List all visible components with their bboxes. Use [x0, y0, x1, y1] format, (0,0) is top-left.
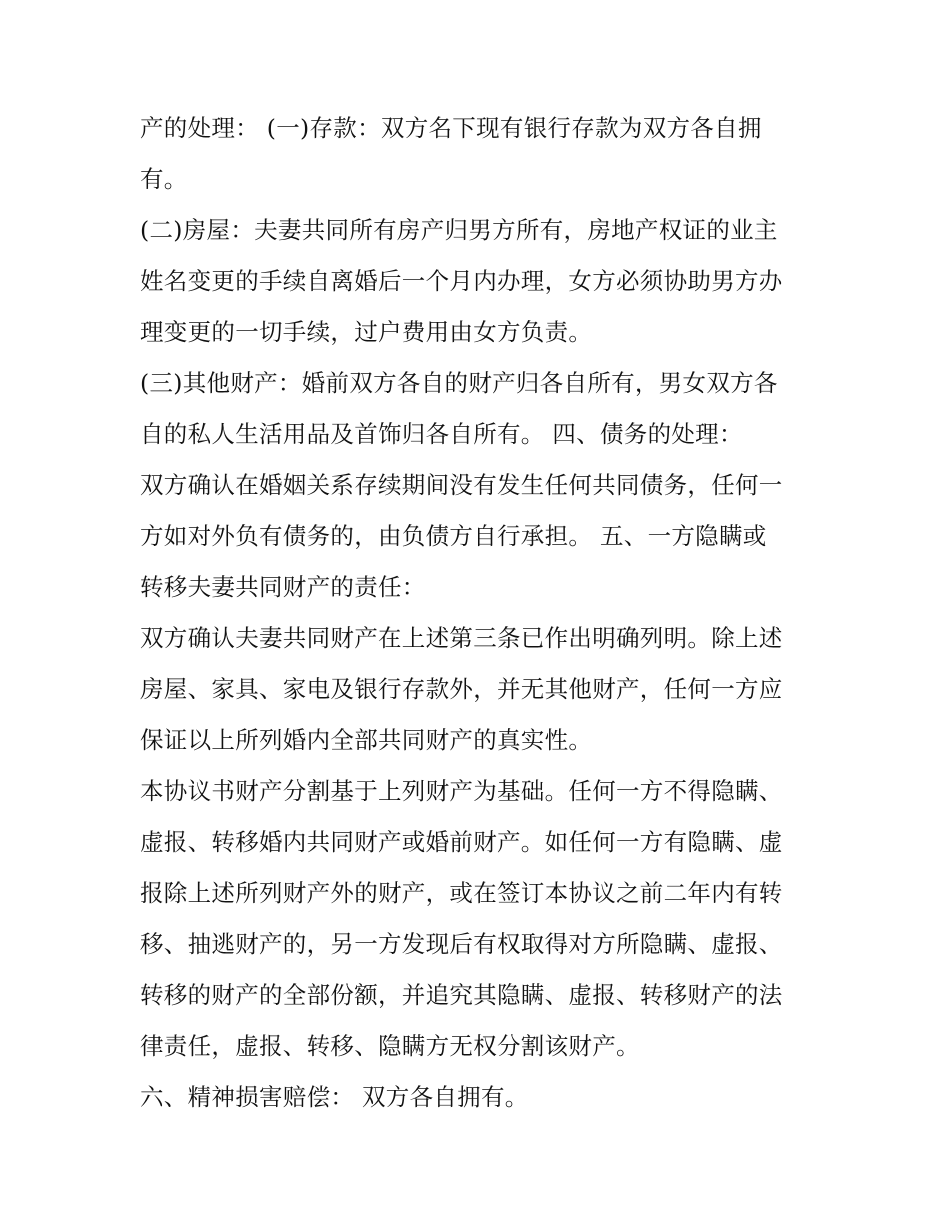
text-line: 双方确认夫妻共同财产在上述第三条已作出明确列明。除上述	[140, 624, 783, 652]
text-line: (三)其他财产：婚前双方各自的财产归各自所有，男女双方各	[140, 369, 778, 397]
text-line: 方如对外负有债务的，由负债方自行承担。 五、一方隐瞒或	[140, 522, 767, 550]
text-line: 理变更的一切手续，过户费用由女方负责。	[140, 318, 593, 346]
text-line: (二)房屋：夫妻共同所有房产归男方所有，房地产权证的业主	[140, 216, 778, 244]
text-line: 双方确认在婚姻关系存续期间没有发生任何共同债务，任何一	[140, 471, 783, 499]
text-line: 自的私人生活用品及首饰归各自所有。 四、债务的处理：	[140, 420, 743, 448]
text-line: 本协议书财产分割基于上列财产为基础。任何一方不得隐瞒、	[140, 777, 783, 805]
text-line: 产的处理： (一)存款：双方名下现有银行存款为双方各自拥	[140, 114, 762, 142]
text-line: 报除上述所列财产外的财产，或在签订本协议之前二年内有转	[140, 879, 783, 907]
text-line: 房屋、家具、家电及银行存款外，并无其他财产，任何一方应	[140, 675, 783, 703]
text-line: 转移的财产的全部份额，并追究其隐瞒、虚报、转移财产的法	[140, 981, 783, 1009]
text-line: 律责任，虚报、转移、隐瞒方无权分割该财产。	[140, 1032, 640, 1060]
text-line: 姓名变更的手续自离婚后一个月内办理，女方必须协助男方办	[140, 267, 783, 295]
document-body	[140, 103, 820, 1123]
text-line: 转移夫妻共同财产的责任：	[140, 573, 426, 601]
text-line: 保证以上所列婚内全部共同财产的真实性。	[140, 726, 593, 754]
text-line: 六、精神损害赔偿： 双方各自拥有。	[140, 1083, 529, 1111]
text-line: 移、抽逃财产的，另一方发现后有权取得对方所隐瞒、虚报、	[140, 930, 783, 958]
text-line: 有。	[140, 165, 188, 193]
text-line: 虚报、转移婚内共同财产或婚前财产。如任何一方有隐瞒、虚	[140, 828, 783, 856]
